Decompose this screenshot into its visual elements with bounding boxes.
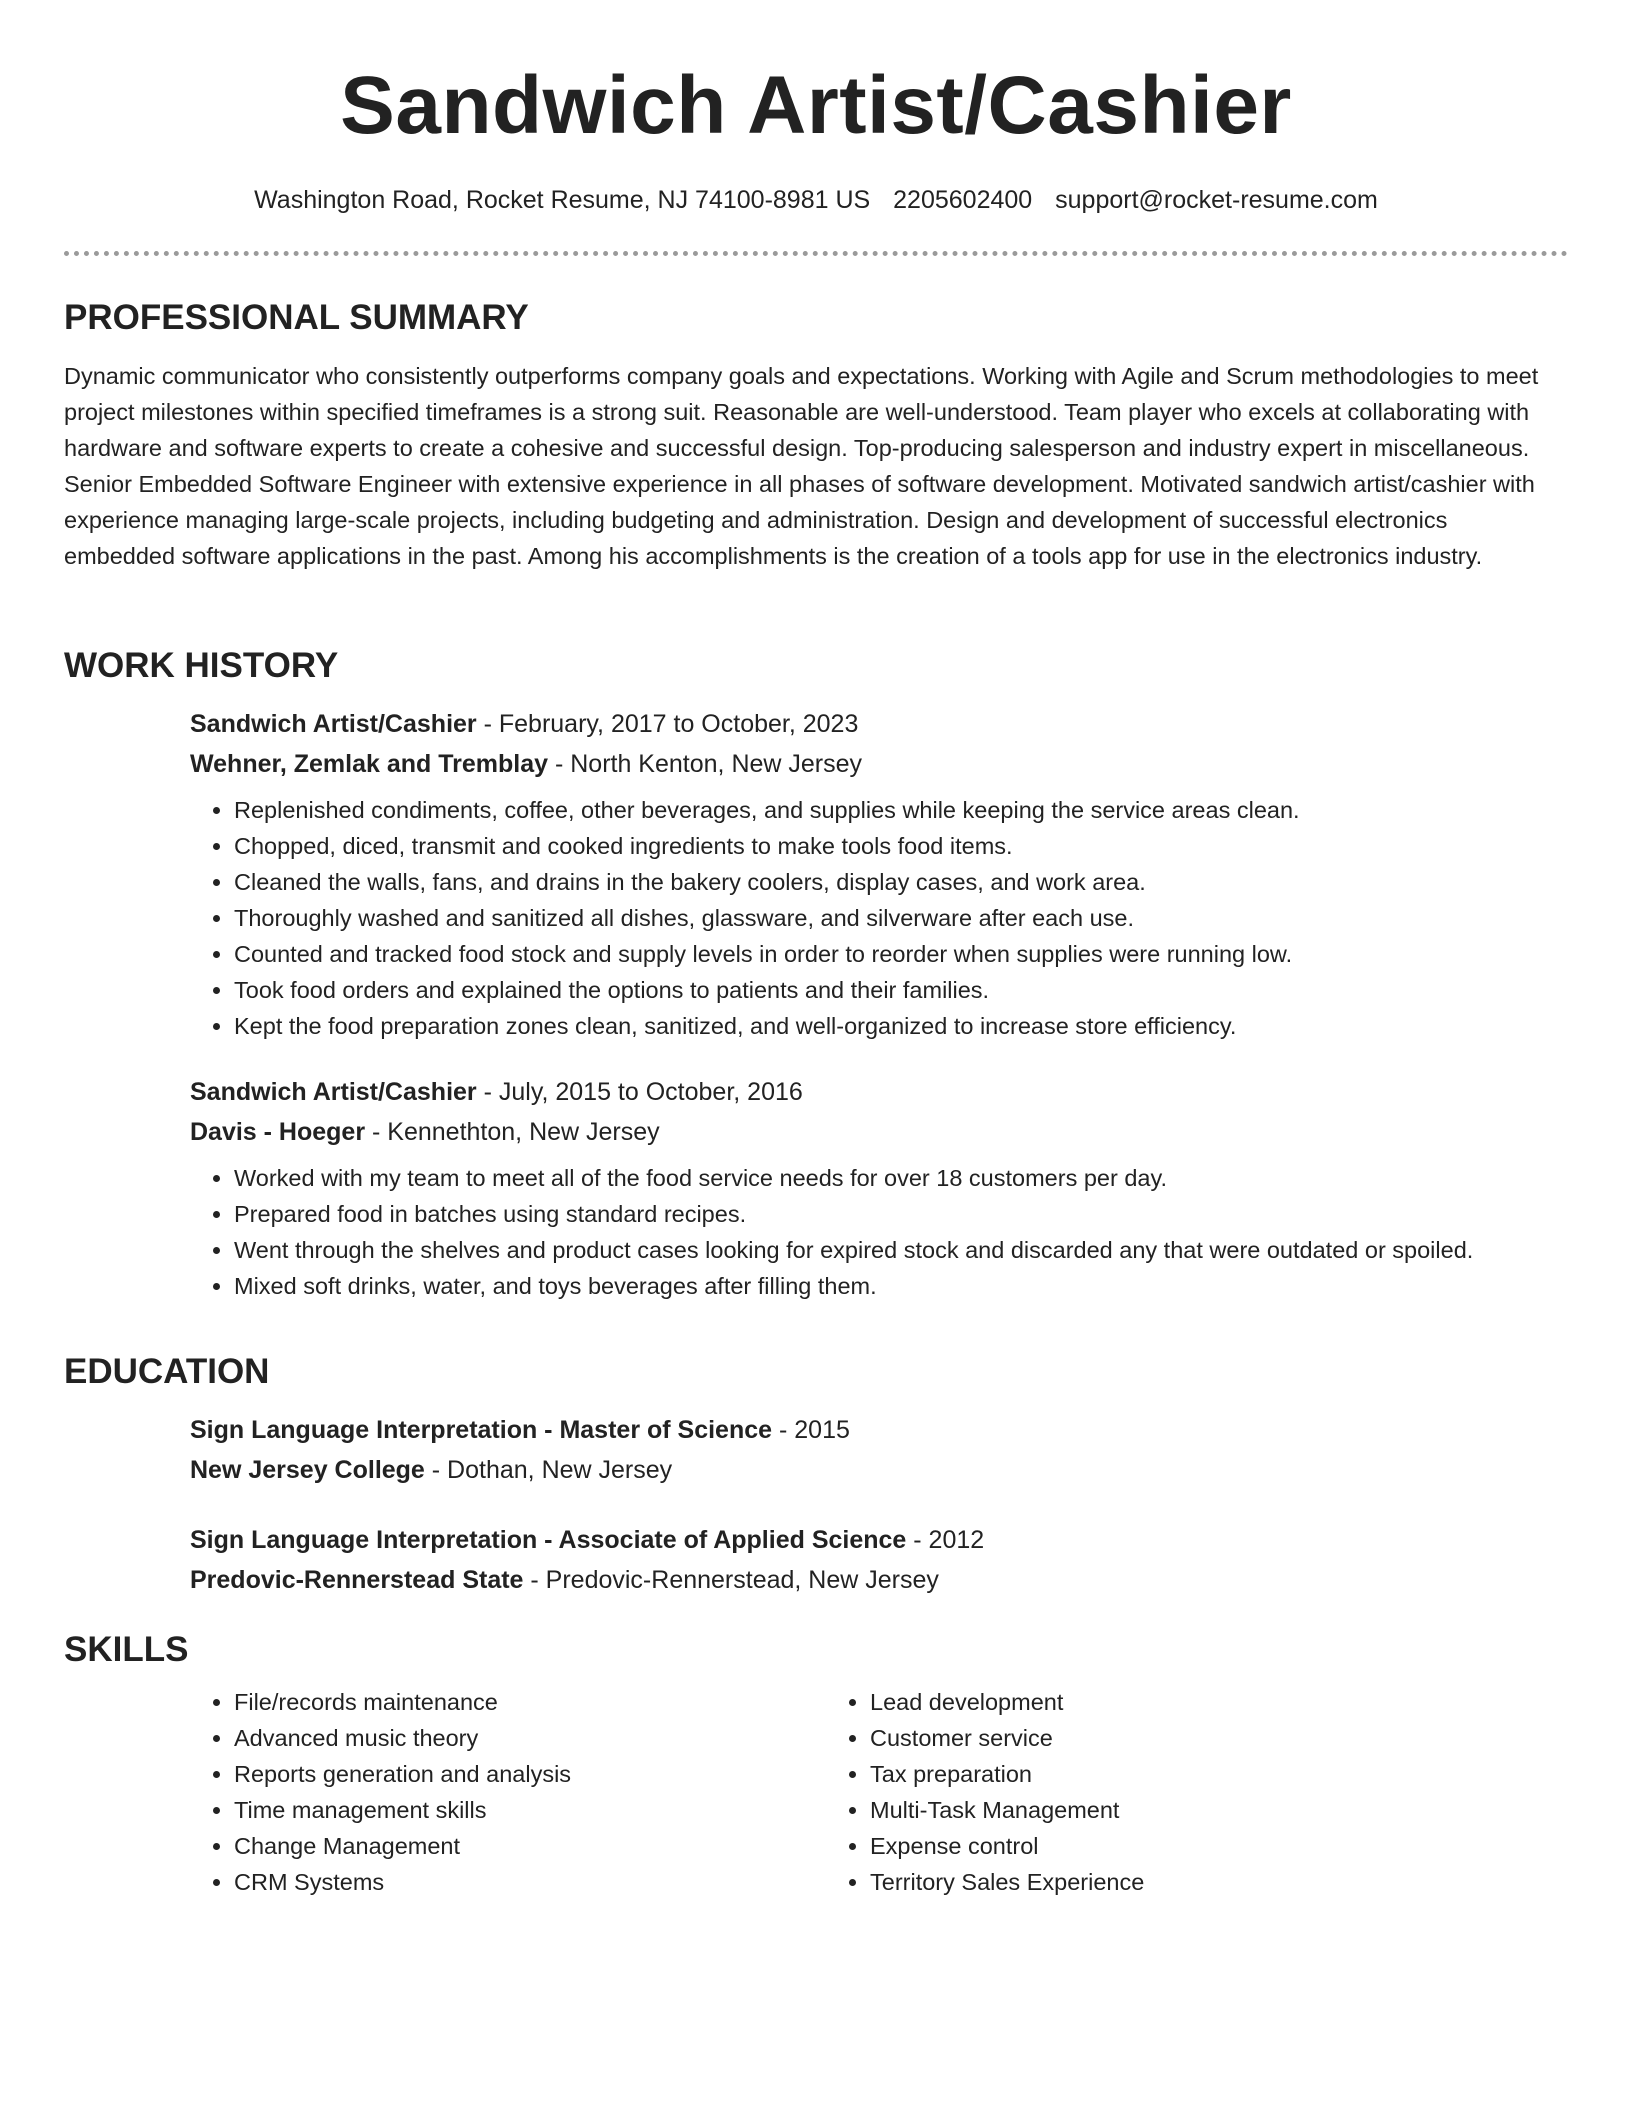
contact-address: Washington Road, Rocket Resume, NJ 74100-8981 US bbox=[254, 186, 871, 214]
skills-columns bbox=[190, 1684, 1568, 1900]
list-item: • Took food orders and explained the options to patients and their families. bbox=[234, 972, 1568, 1008]
job-employer-line bbox=[190, 744, 1568, 784]
job-employer: Wehner, Zemlak and Tremblay bbox=[190, 750, 549, 778]
job-dates: - July, 2015 to October, 2016 bbox=[476, 1078, 803, 1106]
education-degree: Sign Language Interpretation - Associate of Applied Science bbox=[190, 1526, 907, 1554]
summary-text: Dynamic communicator who consistently outperforms company goals and expectations. Working with Agile and Scrum methodologies to meet project milestones within specified timeframes is a strong suit. Reasonable are well-understood. Team player who excels at collaborating with hardware and software experts to create a cohesive and successful design. Top-producing salesperson and industry expert in miscellaneous. Senior Embedded Software Engineer with extensive experience in all phases of software development. Motivated sandwich artist/cashier with experience managing large-scale projects, including budgeting and administration. Design and development of successful electronics embedded software applications in the past. Among his accomplishments is the creation of a tools app for use in the electronics industry. bbox=[64, 363, 1539, 569]
job-location: - Kennethton, New Jersey bbox=[365, 1118, 660, 1146]
skills-heading: SKILLS bbox=[64, 1630, 189, 1669]
education-year: - 2015 bbox=[772, 1416, 850, 1444]
list-item: • Prepared food in batches using standard recipes. bbox=[234, 1196, 1568, 1232]
list-item: • Went through the shelves and product cases looking for expired stock and discarded any that were outdated or spoiled. bbox=[234, 1232, 1568, 1268]
list-item: • Tax preparation bbox=[870, 1756, 1462, 1792]
job-employer-line bbox=[190, 1112, 1568, 1152]
job-title-line bbox=[190, 704, 1568, 744]
list-item: • Worked with my team to meet all of the food service needs for over 18 customers per day. bbox=[234, 1160, 1568, 1196]
job-dates: - February, 2017 to October, 2023 bbox=[476, 710, 859, 738]
contact-phone: 2205602400 bbox=[893, 186, 1033, 214]
skills-section bbox=[64, 1628, 1568, 1900]
work-history-heading: WORK HISTORY bbox=[64, 646, 339, 685]
candidate-name: Sandwich Artist/Cashier bbox=[340, 60, 1292, 151]
skills-list-right bbox=[826, 1684, 1462, 1900]
education-location: - Predovic-Rennerstead, New Jersey bbox=[523, 1566, 939, 1594]
list-item: • Counted and tracked food stock and supply levels in order to reorder when supplies were running low. bbox=[234, 936, 1568, 972]
list-item: • Customer service bbox=[870, 1720, 1462, 1756]
list-item: • Territory Sales Experience bbox=[870, 1864, 1462, 1900]
job-entry bbox=[190, 704, 1568, 1044]
list-item: • Chopped, diced, transmit and cooked ingredients to make tools food items. bbox=[234, 828, 1568, 864]
job-role: Sandwich Artist/Cashier bbox=[190, 710, 477, 738]
summary-section bbox=[64, 296, 1568, 574]
list-item: • Mixed soft drinks, water, and toys beverages after filling them. bbox=[234, 1268, 1568, 1304]
list-item: • Replenished condiments, coffee, other beverages, and supplies while keeping the service areas clean. bbox=[234, 792, 1568, 828]
job-duties-list bbox=[190, 1160, 1568, 1304]
work-history-section bbox=[64, 644, 1568, 1304]
list-item: • Kept the food preparation zones clean, sanitized, and well-organized to increase store efficiency. bbox=[234, 1008, 1568, 1044]
job-role: Sandwich Artist/Cashier bbox=[190, 1078, 477, 1106]
job-duties-list bbox=[190, 792, 1568, 1044]
education-school: New Jersey College bbox=[190, 1456, 425, 1484]
list-item: • Expense control bbox=[870, 1828, 1462, 1864]
education-entry bbox=[190, 1520, 1568, 1600]
job-employer: Davis - Hoeger bbox=[190, 1118, 366, 1146]
list-item: • Multi-Task Management bbox=[870, 1792, 1462, 1828]
list-item: • CRM Systems bbox=[234, 1864, 826, 1900]
education-degree-line bbox=[190, 1410, 1568, 1450]
header-divider bbox=[64, 251, 1568, 256]
education-year: - 2012 bbox=[906, 1526, 985, 1554]
education-school-line bbox=[190, 1450, 1568, 1490]
list-item: • Advanced music theory bbox=[234, 1720, 826, 1756]
list-item: • Time management skills bbox=[234, 1792, 826, 1828]
list-item: • Change Management bbox=[234, 1828, 826, 1864]
list-item: • File/records maintenance bbox=[234, 1684, 826, 1720]
contact-line bbox=[0, 183, 1632, 217]
summary-heading: PROFESSIONAL SUMMARY bbox=[64, 298, 529, 337]
education-degree: Sign Language Interpretation - Master of Science bbox=[190, 1416, 773, 1444]
contact-email: support@rocket-resume.com bbox=[1055, 186, 1378, 214]
job-location: - North Kenton, New Jersey bbox=[548, 750, 863, 778]
education-section bbox=[64, 1350, 1568, 1600]
list-item: • Cleaned the walls, fans, and drains in the bakery coolers, display cases, and work area. bbox=[234, 864, 1568, 900]
list-item: • Reports generation and analysis bbox=[234, 1756, 826, 1792]
education-location: - Dothan, New Jersey bbox=[424, 1456, 673, 1484]
education-school: Predovic-Rennerstead State bbox=[190, 1566, 524, 1594]
job-entry bbox=[190, 1072, 1568, 1304]
job-title-line bbox=[190, 1072, 1568, 1112]
list-item: • Lead development bbox=[870, 1684, 1462, 1720]
education-heading: EDUCATION bbox=[64, 1352, 270, 1391]
education-entry bbox=[190, 1410, 1568, 1490]
list-item: • Thoroughly washed and sanitized all dishes, glassware, and silverware after each use. bbox=[234, 900, 1568, 936]
education-school-line bbox=[190, 1560, 1568, 1600]
education-degree-line bbox=[190, 1520, 1568, 1560]
skills-list-left bbox=[190, 1684, 826, 1900]
